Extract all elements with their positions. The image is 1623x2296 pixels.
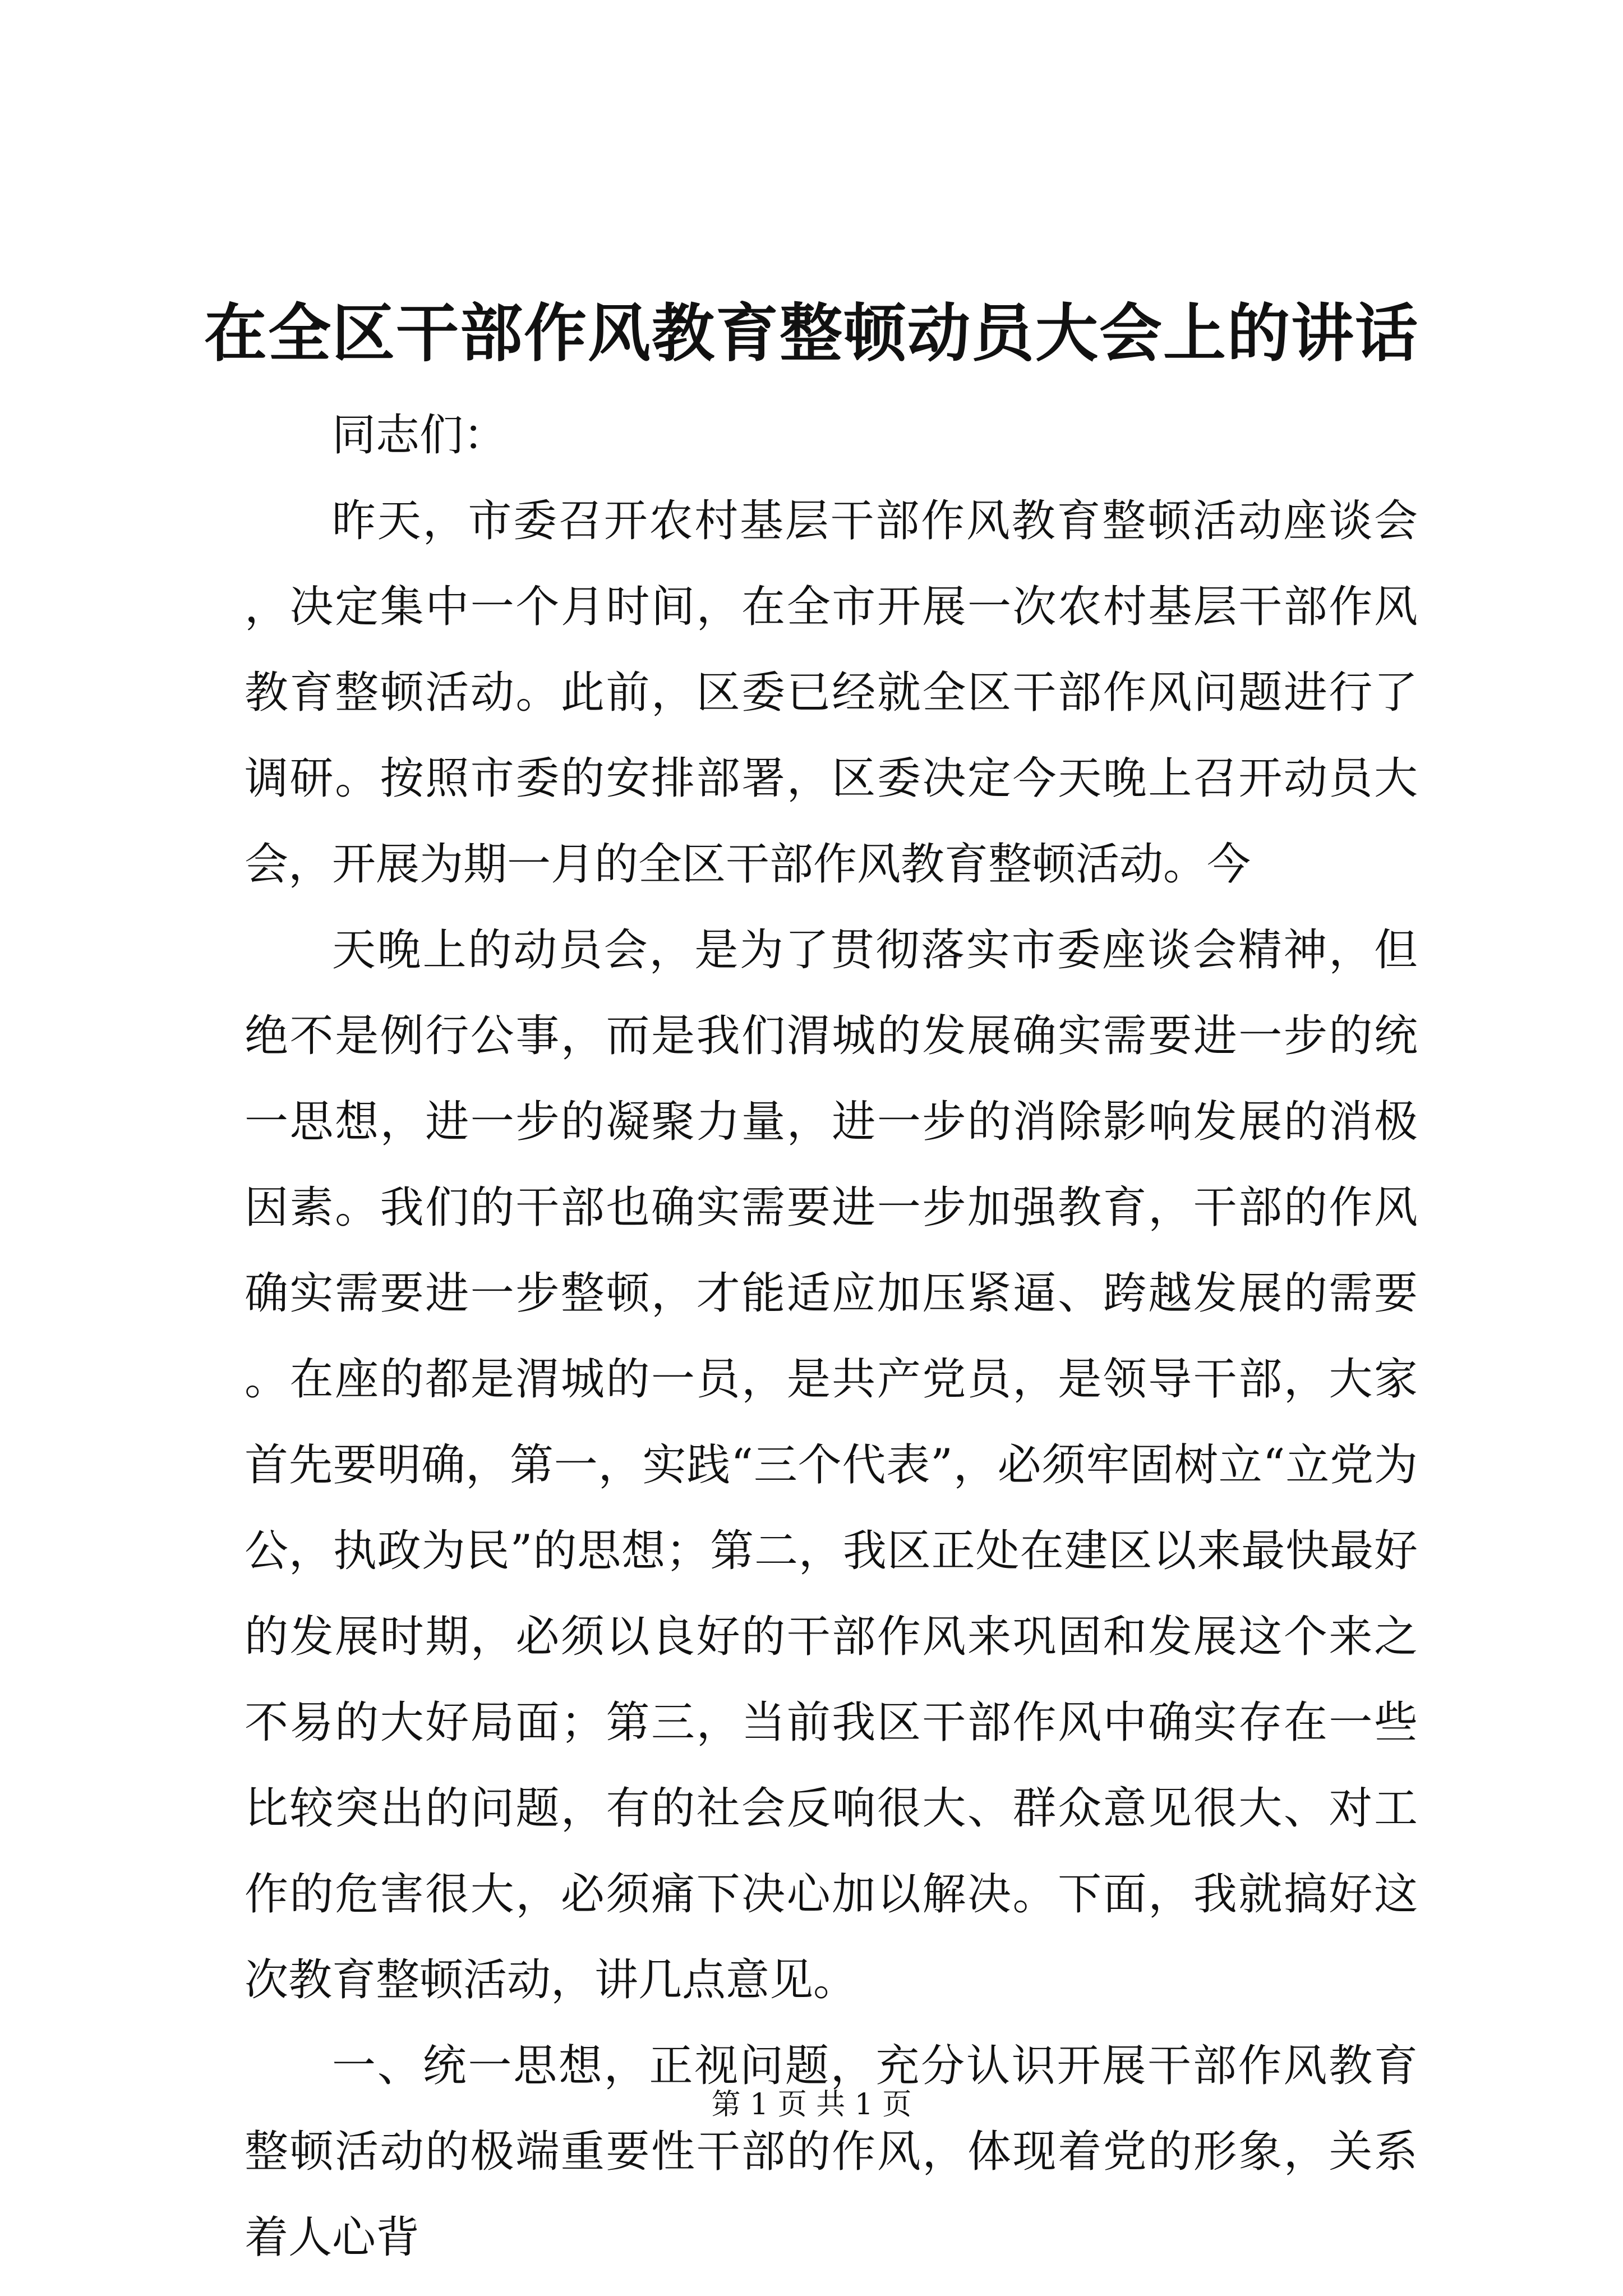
paragraph-1: 昨天，市委召开农村基层干部作风教育整顿活动座谈会，决定集中一个月时间，在全市开展一次农村基层干部作风教育整顿活动。此前，区委已经就全区干部作风问题进行了调研。按照市委的安排部署，区委决定今天晚上召开动员大会，开展为期一月的全区干部作风教育整顿活动。今: [245, 496, 1418, 890]
page-footer: 第 1 页 共 1 页: [711, 2088, 912, 2122]
salutation: 同志们：: [332, 410, 508, 461]
document-title: 在全区干部作风教育整顿动员大会上的讲话: [204, 297, 1419, 370]
paragraph-2: 天晚上的动员会，是为了贯彻落实市委座谈会精神，但绝不是例行公事，而是我们渭城的发展确实需要进一步的统一思想，进一步的凝聚力量，进一步的消除影响发展的消极因素。我们的干部也确实需要进一步加强教育，干部的作风确实需要进一步整顿，才能适应加压紧逼、跨越发展的需要。在座的都是渭城的一员，是共产党员，是领导干部，大家首先要明确，第一，实践“三个代表”，必须牢固树立“立党为公，执政为民”的思想；第二，我区正处在建区以来最快最好的发展时期，必须以良好的干部作风来巩固和发展这个来之不易的大好局面；第三，当前我区干部作风中确实存在一些比较突出的问题，有的社会反响很大、群众意见很大、对工作的危害很大，必须痛下决心加以解决。下面，我就搞好这次教育整顿活动，讲几点意见。: [245, 925, 1418, 2005]
document-body: [245, 393, 1418, 2281]
paragraph-3: 一、统一思想，正视问题，充分认识开展干部作风教育整顿活动的极端重要性干部的作风，体现着党的形象，关系着人心背: [245, 2041, 1418, 2263]
